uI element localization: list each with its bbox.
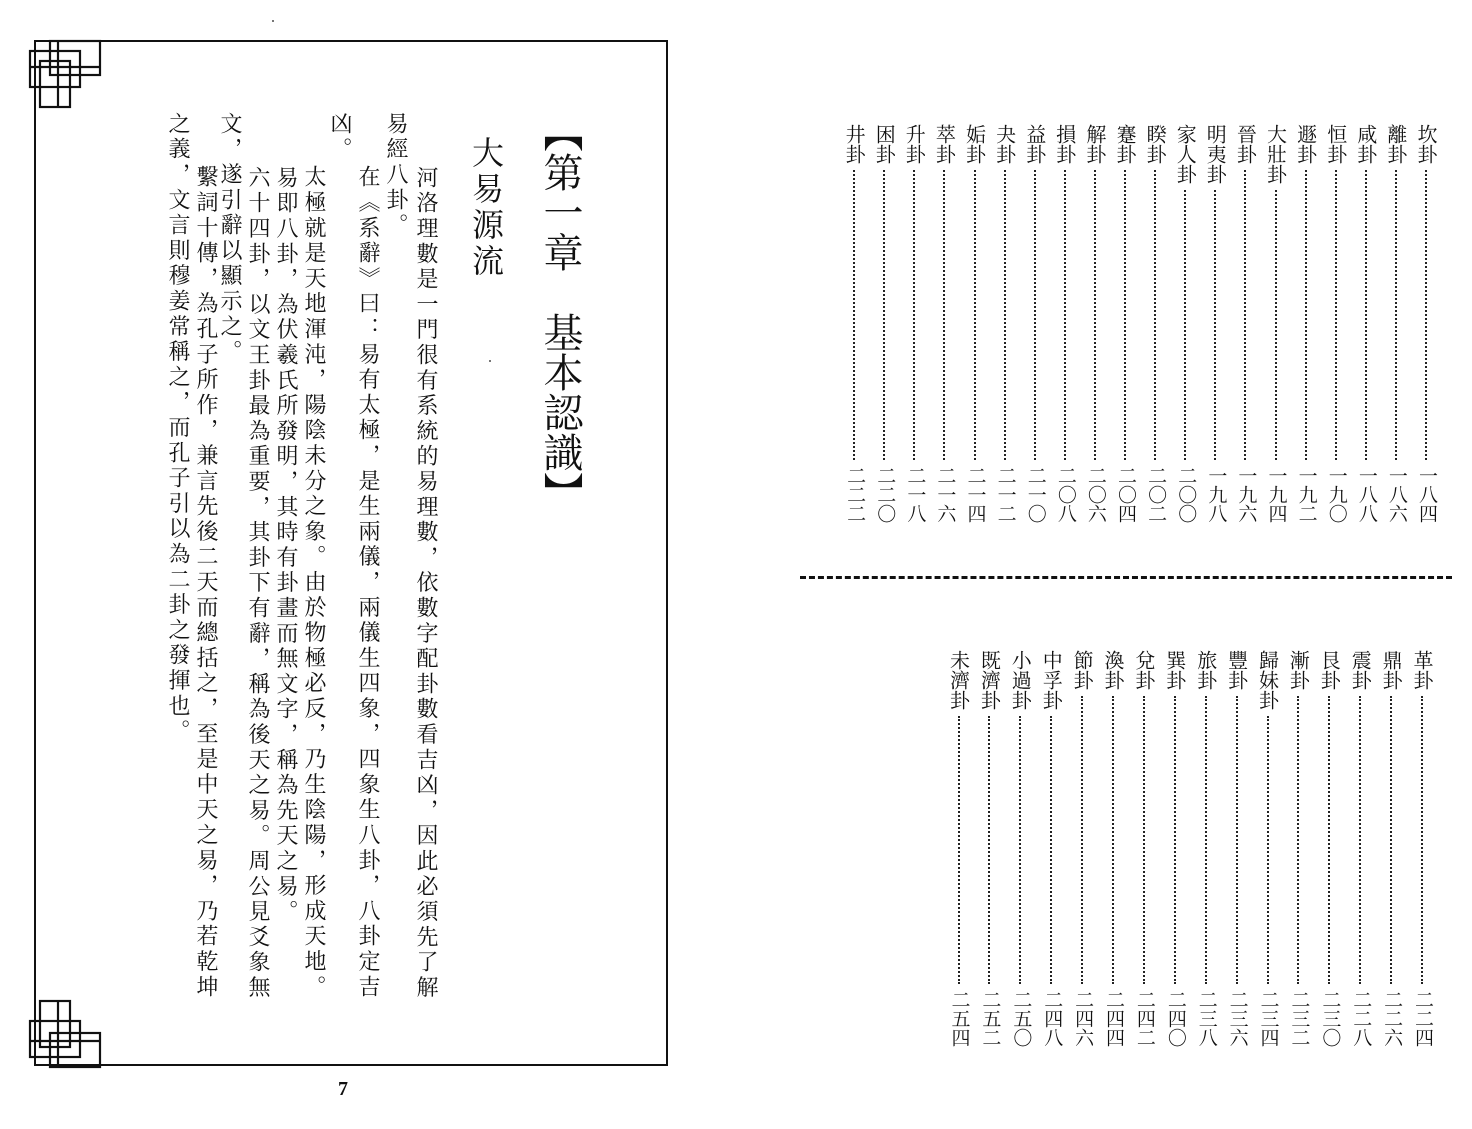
toc-entry-name: 既濟卦 (977, 650, 1002, 710)
toc-entry-page: 二四〇 (1164, 990, 1187, 1047)
toc-entry-name: 家人卦 (1173, 124, 1198, 184)
toc-entry-name: 晉卦 (1233, 124, 1258, 164)
toc-entry-name: 升卦 (902, 124, 927, 164)
toc-dot-leader (1335, 170, 1337, 460)
toc-dot-leader (1305, 170, 1307, 460)
toc-dot-leader (1154, 170, 1156, 460)
scan-speck (489, 360, 491, 362)
toc-entry-page: 二四四 (1103, 990, 1126, 1047)
toc-dot-leader (1064, 170, 1066, 460)
toc-entry-page: 二四六 (1072, 990, 1095, 1047)
toc-entry-page: 二〇六 (1084, 466, 1107, 523)
toc-dot-leader (1094, 170, 1096, 460)
toc-entry-page: 二二〇 (874, 466, 897, 523)
toc-dot-leader (1205, 696, 1207, 984)
toc-entry-page: 二一八 (904, 466, 927, 523)
toc-entry-page: 二二八 (1350, 990, 1373, 1047)
body-column-10: 之義，文言則穆姜常稱之，而孔子引以為二卦之發揮也。 (165, 112, 190, 745)
toc-entry-name: 萃卦 (932, 124, 957, 164)
toc-entry-name: 遯卦 (1293, 124, 1318, 164)
chapter-title: 【第一章 基本認識】 (537, 112, 583, 512)
toc-entry-name: 大壯卦 (1263, 124, 1288, 184)
toc-dot-leader (1124, 170, 1126, 460)
toc-dot-leader (1034, 170, 1036, 460)
toc-dot-leader (1112, 696, 1114, 984)
lattice-corner-ornament-bottom-left (28, 997, 102, 1071)
toc-dot-leader (988, 716, 990, 984)
toc-dot-leader (1174, 696, 1176, 984)
dash-dot-divider (800, 576, 1452, 579)
body-column-5: 太極就是天地渾沌，陽陰未分之象。由於物極必反，乃生陰陽，形成天地。 (301, 140, 326, 1001)
toc-entry-page: 二一六 (934, 466, 957, 523)
toc-entry-name: 咸卦 (1353, 124, 1378, 164)
page-number: 7 (338, 1078, 348, 1100)
toc-entry-page: 一九〇 (1325, 466, 1348, 523)
toc-entry-name: 豐卦 (1224, 650, 1249, 690)
toc-entry-page: 一九八 (1205, 466, 1228, 523)
toc-entry-page: 一八四 (1416, 466, 1439, 523)
toc-entry-page: 二五四 (948, 990, 971, 1047)
body-column-9: 繫詞十傳，為孔子所作，兼言先後二天而總括之，至是中天之易，乃若乾坤 (193, 140, 218, 1001)
toc-dot-leader (1275, 190, 1277, 460)
body-column-8: 文，遂引辭以顯示之。 (217, 112, 242, 365)
toc-entry-name: 恒卦 (1323, 124, 1348, 164)
toc-dot-leader (1395, 170, 1397, 460)
toc-entry-name: 夬卦 (992, 124, 1017, 164)
body-column-1: 河洛理數是一門很有系統的易理數，依數字配卦數看吉凶，因此必須先了解 (413, 166, 438, 1001)
toc-entry-name: 中孚卦 (1039, 650, 1064, 710)
body-column-7: 六十四卦，以文王卦最為重要，其卦下有辭，稱為後天之易。周公見爻象無 (245, 166, 270, 1001)
toc-entry-page: 二四二 (1133, 990, 1156, 1047)
toc-entry-name: 小過卦 (1008, 650, 1033, 710)
toc-entry-name: 明夷卦 (1203, 124, 1228, 184)
toc-entry-name: 困卦 (872, 124, 897, 164)
toc-entry-page: 一八六 (1385, 466, 1408, 523)
toc-entry-name: 歸妹卦 (1255, 650, 1280, 710)
toc-entry-name: 鼎卦 (1379, 650, 1404, 690)
toc-entry-page: 二三四 (1257, 990, 1280, 1047)
toc-dot-leader (1236, 696, 1238, 984)
toc-entry-name: 旅卦 (1193, 650, 1218, 690)
toc-entry-name: 離卦 (1383, 124, 1408, 164)
toc-entry-name: 井卦 (842, 124, 867, 164)
lattice-corner-ornament-top-left (28, 37, 102, 111)
toc-entry-page: 一九四 (1265, 466, 1288, 523)
toc-entry-page: 二二二 (844, 466, 867, 523)
toc-entry-page: 二一二 (994, 466, 1017, 523)
toc-dot-leader (1184, 190, 1186, 460)
toc-dot-leader (1365, 170, 1367, 460)
toc-entry-name: 革卦 (1410, 650, 1434, 690)
toc-dot-leader (974, 170, 976, 460)
section-title: 大易源流 (467, 136, 505, 280)
toc-dot-leader (943, 170, 945, 460)
toc-dot-leader (1390, 696, 1392, 984)
toc-entry-page: 二一四 (964, 466, 987, 523)
toc-entry-page: 二五〇 (1010, 990, 1033, 1047)
toc-dot-leader (1004, 170, 1006, 460)
toc-entry-name: 未濟卦 (946, 650, 971, 710)
toc-dot-leader (1143, 696, 1145, 984)
body-column-4: 凶。 (327, 112, 352, 163)
toc-dot-leader (958, 716, 960, 984)
toc-entry-name: 蹇卦 (1113, 124, 1137, 164)
toc-entry-page: 二〇八 (1054, 466, 1077, 523)
toc-entry-name: 姤卦 (962, 124, 987, 164)
toc-entry-page: 二三六 (1226, 990, 1249, 1047)
toc-entry-page: 二〇四 (1115, 466, 1138, 523)
toc-entry-name: 漸卦 (1286, 650, 1311, 690)
toc-dot-leader (1019, 716, 1021, 984)
toc-dot-leader (1081, 696, 1083, 984)
toc-entry-name: 解卦 (1082, 124, 1107, 164)
toc-entry-name: 節卦 (1070, 650, 1095, 690)
toc-dot-leader (1359, 696, 1361, 984)
toc-dot-leader (1297, 696, 1299, 984)
scan-speck (272, 20, 274, 22)
body-column-6: 易即八卦，為伏羲氏所發明，其時有卦畫而無文字，稱為先天之易。 (273, 166, 298, 925)
toc-entry-name: 兌卦 (1131, 650, 1156, 690)
toc-entry-page: 二四八 (1041, 990, 1064, 1047)
toc-entry-page: 二二六 (1381, 990, 1404, 1047)
toc-dot-leader (883, 170, 885, 460)
toc-dot-leader (1050, 716, 1052, 984)
toc-entry-name: 睽卦 (1143, 124, 1168, 164)
toc-entry-page: 二二四 (1412, 990, 1435, 1047)
toc-dot-leader (853, 170, 855, 460)
toc-dot-leader (1425, 170, 1427, 460)
toc-entry-page: 二三〇 (1319, 990, 1342, 1047)
toc-dot-leader (1421, 696, 1423, 984)
toc-entry-page: 二〇〇 (1175, 466, 1198, 523)
toc-entry-name: 渙卦 (1101, 650, 1125, 690)
toc-entry-name: 巽卦 (1162, 650, 1187, 690)
toc-entry-name: 益卦 (1022, 124, 1047, 164)
toc-entry-name: 艮卦 (1317, 650, 1342, 690)
toc-entry-page: 一九六 (1235, 466, 1258, 523)
toc-entry-name: 坎卦 (1414, 124, 1438, 164)
toc-entry-name: 損卦 (1052, 124, 1077, 164)
toc-dot-leader (1244, 170, 1246, 460)
toc-entry-page: 二三八 (1195, 990, 1218, 1047)
toc-entry-name: 震卦 (1348, 650, 1373, 690)
toc-entry-page: 二〇二 (1145, 466, 1168, 523)
toc-entry-page: 二五二 (979, 990, 1002, 1047)
body-column-2: 易經八卦。 (383, 112, 408, 239)
toc-dot-leader (1328, 696, 1330, 984)
toc-entry-page: 一九二 (1295, 466, 1318, 523)
toc-entry-page: 二一〇 (1024, 466, 1047, 523)
toc-dot-leader (1214, 190, 1216, 460)
toc-entry-page: 二三二 (1288, 990, 1311, 1047)
toc-dot-leader (913, 170, 915, 460)
body-column-3: 在《系辭》曰：易有太極，是生兩儀，兩儀生四象，四象生八卦，八卦定吉 (355, 140, 380, 1001)
toc-dot-leader (1267, 716, 1269, 984)
toc-entry-page: 一八八 (1355, 466, 1378, 523)
